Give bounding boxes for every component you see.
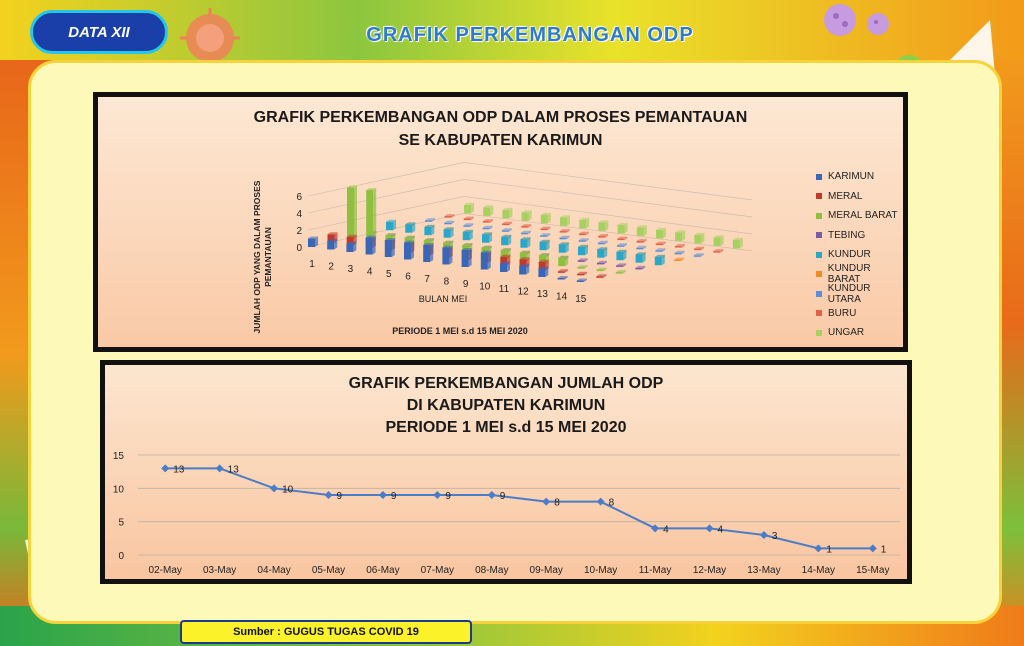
x-tick-label: 14 [556,291,568,303]
x-tick-label: 12 [517,286,529,298]
x-tick-label: 10 [479,281,491,293]
legend-swatch [816,291,822,297]
legend-swatch [816,213,822,219]
x-tick-label: 06-May [366,565,400,576]
data-label: 8 [554,497,560,509]
bar [674,258,684,262]
bar [442,246,452,265]
x-tick-label: 11-May [638,565,672,576]
data-tag: DATA XII [30,10,168,54]
bar [540,233,550,237]
bar [558,269,568,273]
bar [616,263,626,267]
legend-item [816,323,903,343]
line-chart-panel [100,360,912,584]
data-label: 13 [227,464,239,476]
bar [656,242,666,246]
bar [346,242,356,253]
legend-label: UNGAR [828,327,865,339]
grid-line [308,162,464,196]
bar [636,246,646,250]
data-label: 9 [445,491,451,502]
bar [733,238,743,249]
bar-chart-period: PERIODE 1 MEI s.d 15 MEI 2020 [392,326,528,336]
x-tick-label: 15 [575,294,587,305]
bar [560,229,570,233]
bar [579,238,589,242]
y-tick-label: 5 [118,517,124,529]
legend-label: TEBING [828,229,866,241]
line-chart [105,365,907,579]
bar [694,247,704,251]
data-point [270,484,278,492]
x-tick-label: 13-May [747,565,781,576]
bar [386,220,396,231]
bar [538,267,548,278]
bar [424,225,434,236]
bar [618,223,628,234]
bar [483,205,493,216]
data-label: 1 [880,544,887,556]
bar [423,243,433,262]
x-tick-label: 11 [498,284,510,295]
x-tick-label: 2 [328,261,334,273]
bar [366,236,376,255]
bar [366,188,376,241]
legend-swatch [816,252,822,258]
data-label: 1 [826,544,832,556]
bar [327,239,337,250]
bar [617,243,627,247]
bar [502,208,512,219]
bar [481,251,491,270]
page-title: GRAFIK PERKEMBANGAN ODP [366,24,694,46]
bar [558,276,568,280]
bar [577,279,587,283]
bar-chart-legend [816,167,903,343]
bar [694,233,704,244]
bar-chart-title: GRAFIK PERKEMBANGAN ODP DALAM PROSES PEMANTAUAN [253,109,748,126]
data-point [161,464,169,472]
data-point [651,524,659,532]
data-point [597,498,605,506]
legend-label: KARIMUN [828,171,875,183]
data-label: 9 [336,491,343,502]
bar [541,227,551,231]
data-point [814,544,822,552]
bar [444,227,454,238]
legend-item [816,167,903,187]
series-line [165,468,873,548]
legend-item [816,284,903,304]
bar-chart-subtitle: SE KABUPATEN KARIMUN [398,132,603,149]
bar [463,223,473,227]
x-tick-label: 3 [347,264,354,275]
legend-label: MERAL BARAT [828,210,898,222]
bar [617,237,627,241]
bar [464,203,474,214]
bar [502,222,512,226]
x-tick-label: 5 [386,269,392,280]
bar [540,240,550,251]
bar [597,268,607,272]
y-tick-label: 0 [296,243,302,254]
bar-chart [98,97,903,347]
bar [519,264,529,275]
x-tick-label: 02-May [148,565,182,576]
legend-swatch [816,330,822,336]
data-point [379,491,387,499]
bar [598,220,608,231]
bar [445,214,455,218]
bar [598,234,608,238]
bar [464,217,474,221]
y-tick-label: 2 [296,226,302,237]
bar [597,261,607,265]
legend-item [816,226,903,246]
bar-chart-panel [93,92,908,352]
x-axis-label: BULAN MEI [418,294,468,304]
legend-swatch [816,271,822,277]
bar [637,225,647,236]
data-label: 4 [663,524,669,536]
line-chart-title: GRAFIK PERKEMBANGAN JUMLAH ODP [348,375,664,392]
x-tick-label: 13 [536,289,548,300]
y-tick-label: 0 [118,551,124,562]
bar [577,272,587,276]
legend-label: BURU [828,307,857,319]
y-tick-label: 4 [296,209,302,220]
legend-swatch [816,310,822,316]
x-tick-label: 8 [443,276,450,288]
bar [597,247,607,258]
grid-line [464,162,752,200]
grid-line [464,213,752,251]
legend-item [816,245,903,265]
bar [521,224,531,228]
bar [501,235,511,246]
bar [579,218,589,229]
data-label: 13 [173,464,185,476]
x-tick-label: 15-May [856,565,890,576]
bar [713,249,723,253]
legend-swatch [816,232,822,238]
bar [405,222,415,233]
x-tick-label: 09-May [529,565,563,576]
bar [500,262,510,273]
bar [559,236,569,240]
bar [675,230,685,241]
data-label: 9 [390,491,397,502]
x-tick-label: 6 [405,271,411,283]
bar [308,237,318,248]
legend-item [816,265,903,285]
legend-swatch [816,174,822,180]
x-tick-label: 10-May [583,565,618,576]
x-tick-label: 4 [366,266,373,278]
x-tick-label: 9 [462,279,469,290]
data-label: 3 [771,531,778,542]
bar [655,248,665,252]
grid-line [308,179,464,213]
bar [578,258,588,262]
legend-label: KUNDUR BARAT [827,263,871,286]
bar [425,218,435,222]
x-tick-label: 7 [424,274,430,285]
x-tick-label: 08-May [475,565,509,576]
bar [560,215,570,226]
bar [502,228,512,232]
bar [559,242,569,253]
legend-swatch [816,193,822,199]
data-point [325,491,333,499]
bar [675,251,685,255]
bar [522,210,532,221]
bar [483,226,493,230]
bar [656,228,666,239]
bar [655,255,665,266]
bar [463,230,473,241]
x-tick-label: 1 [309,259,315,270]
data-point [216,464,224,472]
y-tick-label: 15 [112,451,124,462]
virus-purple-icon [818,2,898,42]
data-label: 4 [717,524,724,536]
bar [637,239,647,243]
bar [596,274,606,278]
legend-item [816,206,903,226]
bar [675,244,685,248]
source-label: Sumber : GUGUS TUGAS COVID 19 [180,620,472,644]
bar [483,219,493,223]
bar [577,265,587,269]
x-tick-label: 07-May [420,565,455,576]
line-chart-period: PERIODE 1 MEI s.d 15 MEI 2020 [385,419,627,436]
bar [616,250,626,261]
data-point [706,524,714,532]
bar [598,241,608,245]
legend-label: KUNDUR [828,249,871,261]
bar [404,241,414,260]
y-axis-label: JUMLAH ODP YANG DALAM PROSES [252,180,262,334]
bar [521,231,531,235]
bar [714,235,724,246]
data-label: 10 [282,484,294,496]
bar [482,232,492,243]
data-label: 9 [499,491,506,502]
legend-label: MERAL [828,190,863,202]
bar [636,252,646,263]
bar [558,256,568,267]
data-point [433,491,441,499]
x-tick-label: 04-May [257,565,291,576]
bar [462,248,472,267]
bar [616,270,626,274]
legend-label: KUNDUR UTARA [827,282,871,305]
data-label: 8 [608,497,615,509]
legend-item [816,187,903,207]
bar [579,232,589,236]
x-tick-label: 14-May [801,565,836,576]
bar [385,238,395,257]
line-chart-subtitle: DI KABUPATEN KARIMUN [406,397,606,414]
legend-item [816,304,903,324]
data-point [488,491,496,499]
x-tick-label: 03-May [202,565,237,576]
y-tick-label: 10 [112,484,124,496]
x-tick-label: 05-May [311,565,346,576]
bar [347,186,357,239]
bar [444,221,454,225]
data-point [542,498,550,506]
bar [541,213,551,224]
bar [694,253,704,256]
bar [635,266,645,270]
bar [520,237,530,248]
bar [578,245,588,256]
data-point [760,531,768,539]
x-tick-label: 12-May [692,565,727,576]
data-point [869,544,877,552]
y-axis-label: PEMANTAUAN [263,227,273,287]
y-tick-label: 6 [296,192,302,203]
